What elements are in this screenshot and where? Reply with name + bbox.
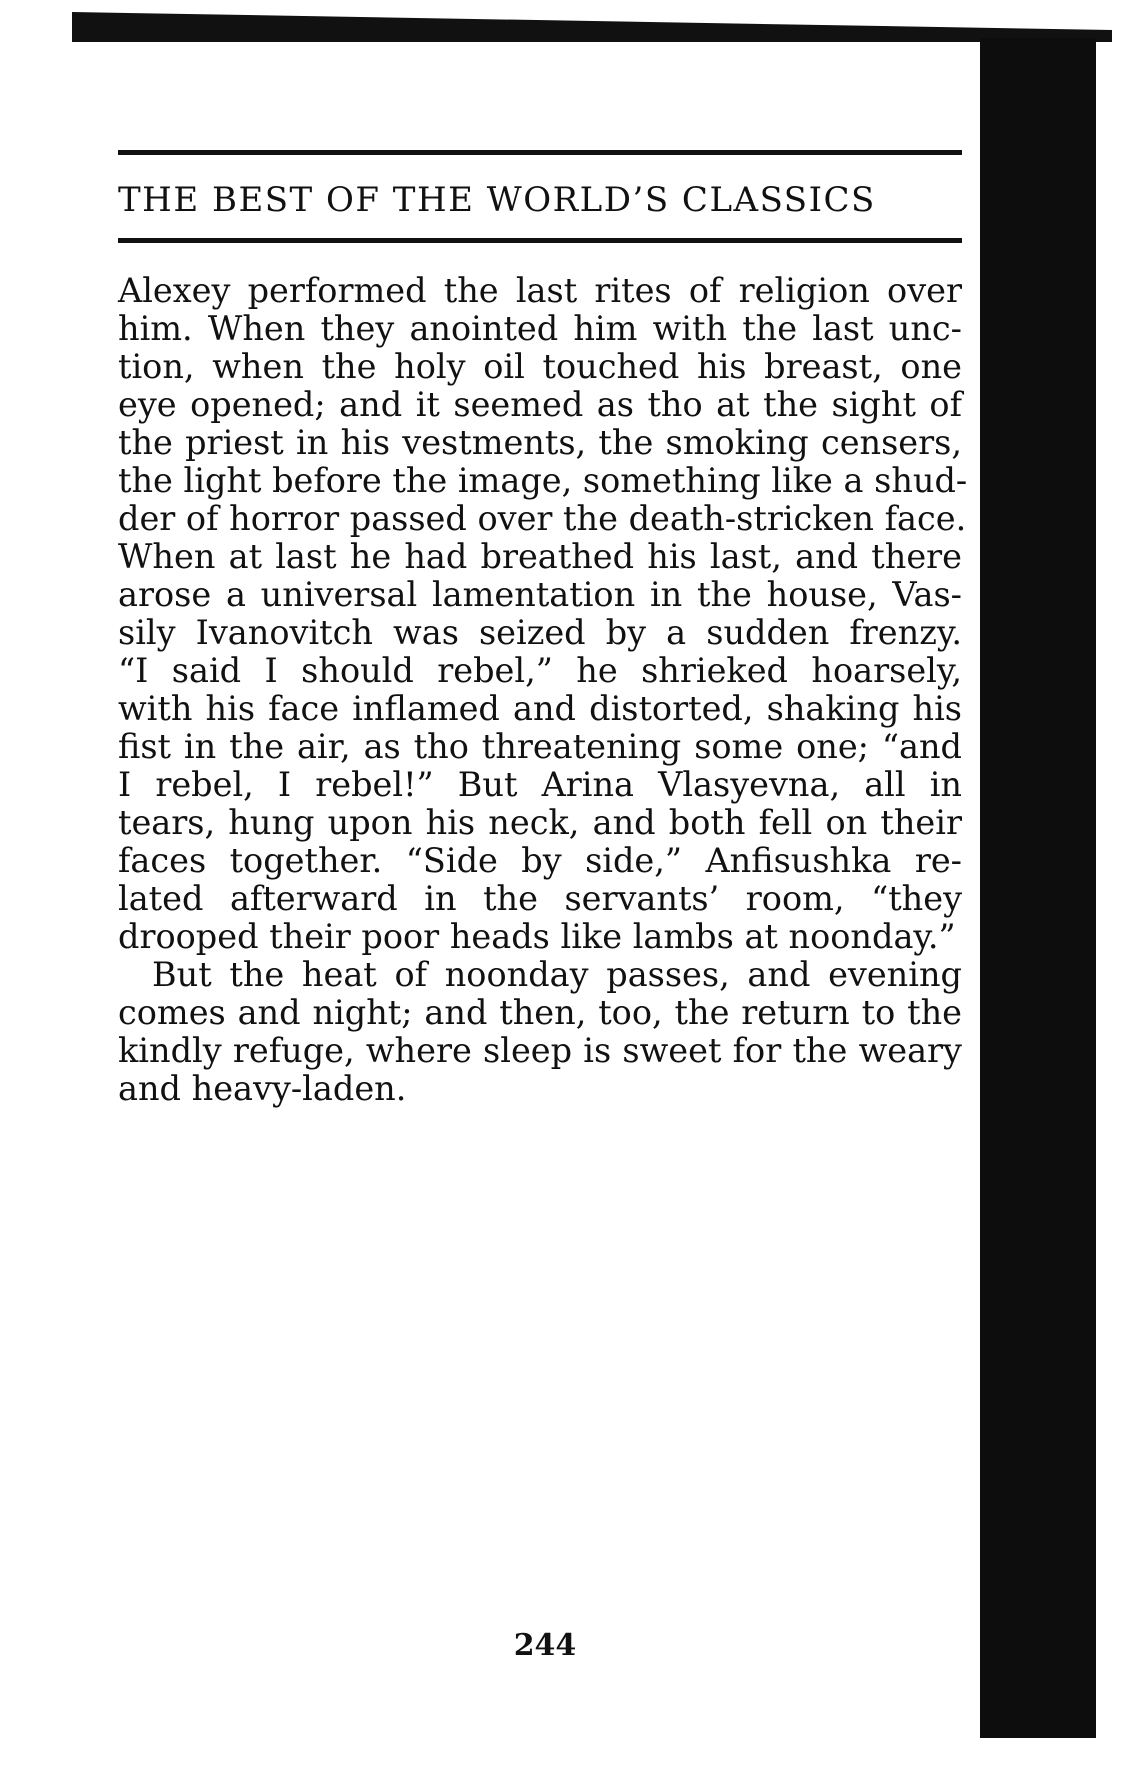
- text-line: comes and night; and then, too, the return to the: [118, 993, 962, 1032]
- page-number: 244: [513, 1628, 577, 1663]
- text-line: faces together. “Side by side,” Anfisushka re-: [118, 841, 962, 880]
- scan-edge-top: [72, 12, 1112, 42]
- text-line: eye opened; and it seemed as tho at the sight of: [118, 385, 962, 424]
- page-body: [118, 271, 968, 1108]
- text-line: him. When they anointed him with the last unc-: [118, 309, 962, 348]
- text-line: Alexey performed the last rites of religion over: [118, 271, 962, 310]
- text-line: But the heat of noonday passes, and evening: [152, 955, 962, 994]
- text-line: the priest in his vestments, the smoking censers,: [118, 423, 962, 462]
- text-line: with his face inflamed and distorted, shaking his: [118, 689, 962, 728]
- text-line: and heavy-laden.: [118, 1069, 407, 1108]
- text-line: When at last he had breathed his last, and there: [118, 537, 962, 576]
- text-line: drooped their poor heads like lambs at noonday.”: [118, 917, 956, 956]
- text-line: arose a universal lamentation in the house, Vas-: [118, 575, 962, 614]
- header-rule-top: [118, 150, 962, 155]
- text-line: der of horror passed over the death-stricken face.: [118, 499, 967, 538]
- text-line: kindly refuge, where sleep is sweet for the weary: [118, 1031, 962, 1070]
- text-line: the light before the image, something like a shud-: [118, 461, 968, 500]
- text-line: “I said I should rebel,” he shrieked hoarsely,: [118, 651, 962, 690]
- running-title: THE BEST OF THE WORLD’S CLASSICS: [118, 180, 876, 220]
- text-line: tears, hung upon his neck, and both fell on their: [118, 803, 962, 842]
- header-rule-bottom: [118, 238, 962, 243]
- text-line: sily Ivanovitch was seized by a sudden frenzy.: [118, 613, 962, 652]
- text-line: lated afterward in the servants’ room, “they: [118, 879, 962, 918]
- text-line: I rebel, I rebel!” But Arina Vlasyevna, all in: [118, 765, 962, 804]
- scan-edge-right: [980, 38, 1096, 1738]
- text-line: fist in the air, as tho threatening some one; “and: [118, 727, 962, 766]
- text-line: tion, when the holy oil touched his breast, one: [118, 347, 962, 386]
